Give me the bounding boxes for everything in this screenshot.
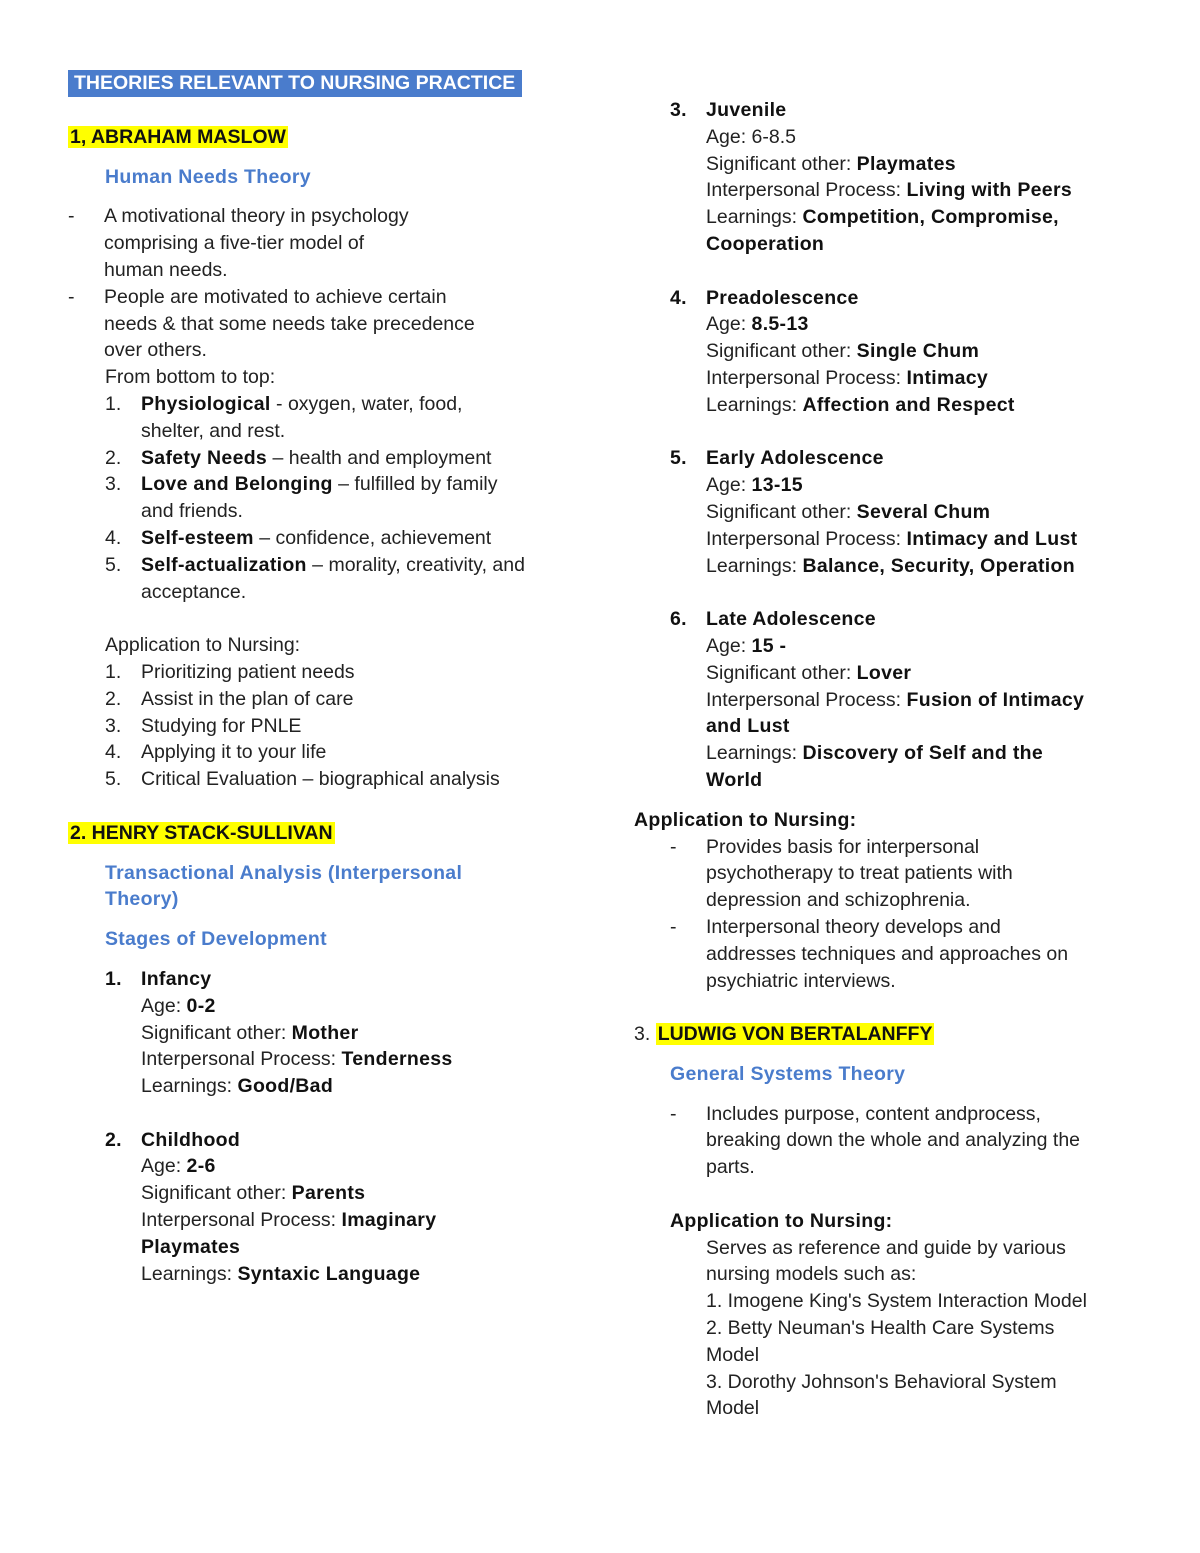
- stages-label: Stages of Development: [105, 928, 327, 951]
- bertalanffy-application: Serves as reference and guide by various nursing models such as: 1. Imogene King's System Interaction Model 2. Betty Neuman's Health Care Systems Model 3. Dorothy Johnson's Behavioral System Model: [634, 1235, 1174, 1423]
- sullivan-theory: Transactional Analysis (Interpersonal: [105, 861, 463, 884]
- sullivan-application-label: Application to Nursing:: [634, 808, 857, 831]
- stage-late-adolescence: 6. Late Adolescence Age: 15 - Significant other: Lover Interpersonal Process: Fusion of Intimacy and Lust Learnings: Discovery of Self and the World: [670, 608, 1085, 791]
- list-item: 2. Betty Neuman's Health Care Systems: [706, 1317, 1055, 1340]
- order-label: From bottom to top:: [105, 366, 276, 389]
- bertalanffy-heading: LUDWIG VON BERTALANFFY: [657, 1023, 933, 1046]
- maslow-theory: Human Needs Theory: [105, 165, 311, 188]
- list-item: 1. Imogene King's System Interaction Model: [706, 1290, 1087, 1313]
- document-title: THEORIES RELEVANT TO NURSING PRACTICE: [68, 70, 522, 97]
- sullivan-application-bullet: - Interpersonal theory develops and addresses techniques and approaches on psychiatric interviews.: [670, 915, 1069, 992]
- list-item: 2. Safety Needs – health and employment: [105, 446, 492, 469]
- stage-juvenile: 3. Juvenile Age: 6-8.5 Significant other: Playmates Interpersonal Process: Living with Peers Learnings: Competition, Compromise, Cooperation: [670, 99, 1072, 255]
- list-item: 1. Physiological - oxygen, water, food,: [105, 392, 463, 415]
- sullivan-theory-cont: Theory): [105, 888, 179, 911]
- sullivan-application-bullet: - Provides basis for interpersonal psychotherapy to treat patients with depression and schizophrenia.: [670, 835, 1013, 912]
- maslow-bullet: - A motivational theory in psychology comprising a five-tier model of human needs.: [68, 205, 409, 281]
- list-item: 3. Dorothy Johnson's Behavioral System: [706, 1370, 1057, 1393]
- needs-list: 1. Physiological - oxygen, water, food, shelter, and rest. 2. Safety Needs – health and employment 3. Love and Belonging – fulfilled by family and friends. 4. Self-esteem – confidence, achievement 5. Self-actualization – morality, creativity, and acceptance.: [68, 391, 588, 605]
- list-item: 5. Self-actualization – morality, creativity, and: [105, 553, 525, 576]
- list-item: 3. Love and Belonging – fulfilled by family: [105, 473, 498, 496]
- right-column: [634, 97, 1174, 1422]
- list-item: 5. Critical Evaluation – biographical analysis: [105, 768, 500, 791]
- stage-infancy: 1. Infancy Age: 0-2 Significant other: Mother Interpersonal Process: Tenderness Learnings: Good/Bad: [105, 967, 453, 1098]
- left-column: [68, 70, 588, 1287]
- stage-childhood: 2. Childhood Age: 2-6 Significant other: Parents Interpersonal Process: Imaginary Playmates Learnings: Syntaxic Language: [105, 1128, 437, 1285]
- list-item: 4. Applying it to your life: [105, 741, 327, 764]
- maslow-heading: 1, ABRAHAM MASLOW: [70, 125, 286, 148]
- bertalanffy-bullet: - Includes purpose, content andprocess, breaking down the whole and analyzing the parts.: [670, 1102, 1081, 1179]
- list-item: 3. Studying for PNLE: [105, 714, 302, 737]
- bertalanffy-application-label: Application to Nursing:: [670, 1209, 893, 1232]
- bertalanffy-heading-row: 3. LUDWIG VON BERTALANFFY: [634, 1023, 933, 1046]
- list-item: 2. Assist in the plan of care: [105, 687, 354, 710]
- stage-preadolescence: 4. Preadolescence Age: 8.5-13 Significant other: Single Chum Interpersonal Process: Intimacy Learnings: Affection and Respect: [670, 286, 1015, 416]
- stage-early-adolescence: 5. Early Adolescence Age: 13-15 Significant other: Several Chum Interpersonal Process: Intimacy and Lust Learnings: Balance, Security, Operation: [670, 447, 1078, 577]
- bertalanffy-theory: General Systems Theory: [670, 1062, 906, 1085]
- maslow-application-label: Application to Nursing:: [105, 634, 301, 657]
- list-item: 1. Prioritizing patient needs: [105, 660, 355, 683]
- maslow-application-list: [68, 659, 588, 793]
- sullivan-heading: 2. HENRY STACK-SULLIVAN: [70, 821, 333, 844]
- maslow-bullet: - People are motivated to achieve certain needs & that some needs take precedence over others.: [68, 285, 475, 362]
- list-item: 4. Self-esteem – confidence, achievement: [105, 526, 492, 549]
